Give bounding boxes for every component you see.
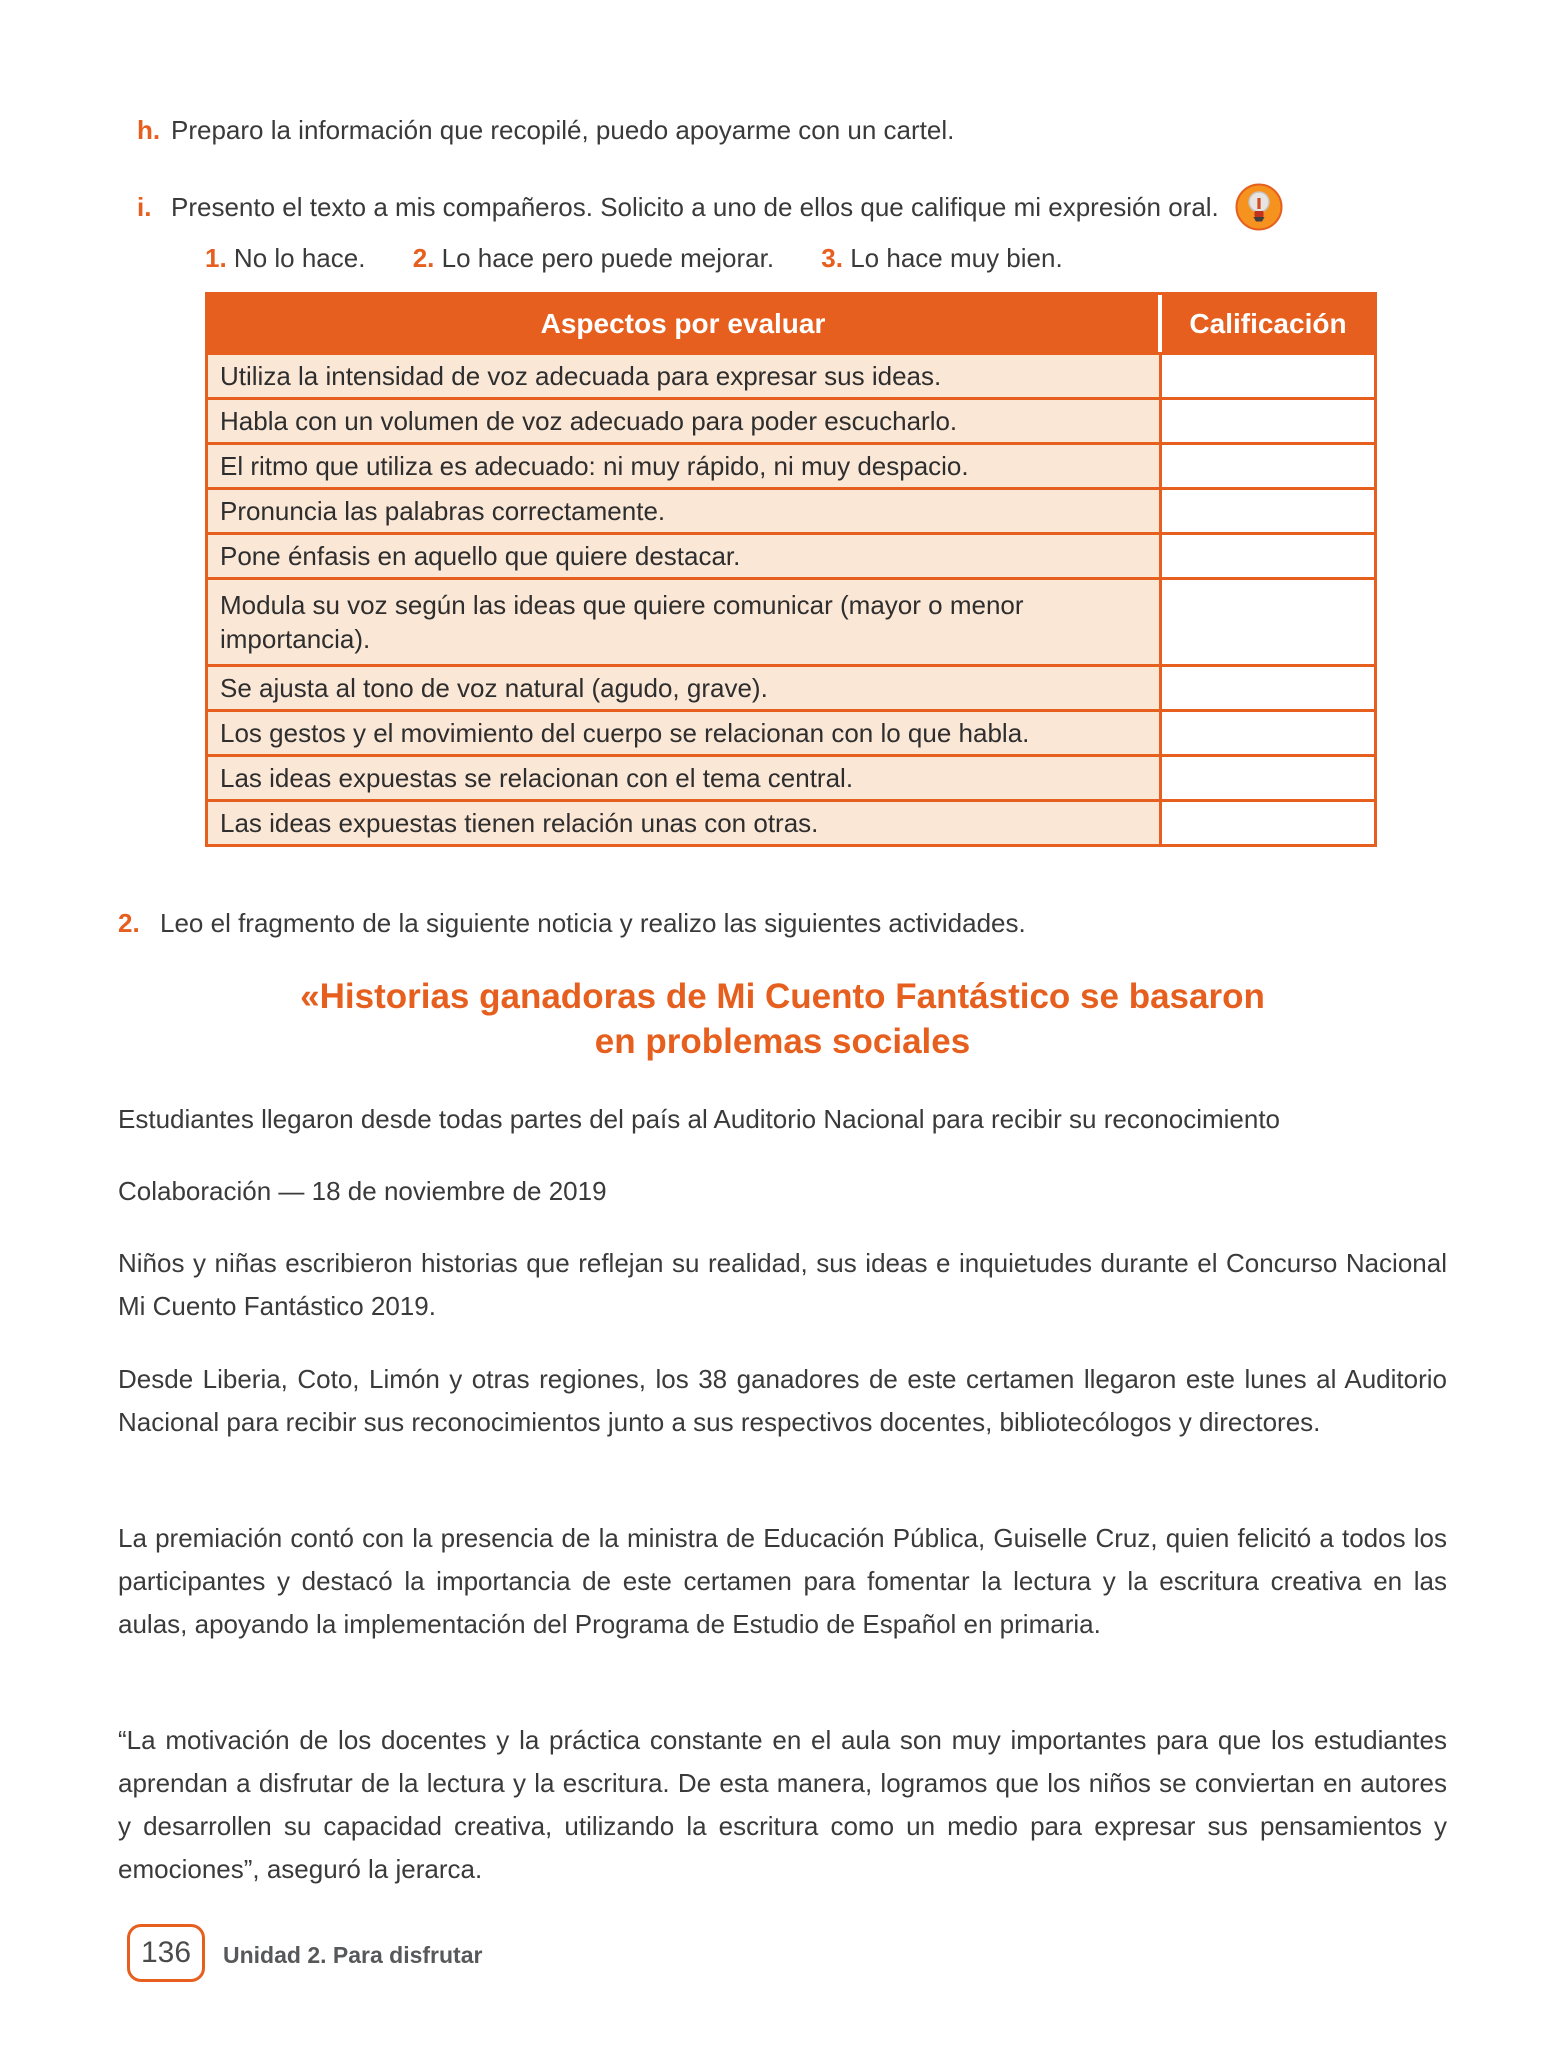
grade-cell[interactable] [1162,535,1374,577]
aspect-cell: El ritmo que utiliza es adecuado: ni muy rápido, ni muy despacio. [208,445,1162,487]
item-i [137,183,1487,240]
option-text: Lo hace pero puede mejorar. [441,243,775,273]
table-row [208,577,1374,664]
aspect-cell: Pronuncia las palabras correctamente. [208,490,1162,532]
grade-cell[interactable] [1162,757,1374,799]
grade-cell[interactable] [1162,712,1374,754]
option-text: No lo hace. [233,243,366,273]
table-row [208,352,1374,397]
aspect-cell: Modula su voz según las ideas que quiere comunicar (mayor o menor importancia). [208,580,1162,664]
option-number: 3. [821,243,843,273]
article-byline: Colaboración — 18 de noviembre de 2019 [118,1176,607,1206]
rating-options [205,243,1063,274]
item-2-text: Leo el fragmento de la siguiente noticia y realizo las siguientes actividades. [160,908,1026,938]
table-header-row [208,295,1374,352]
grade-cell[interactable] [1162,400,1374,442]
grade-column-header: Calificación [1189,307,1347,339]
item-i-text: Presento el texto a mis compañeros. Solicito a uno de ellos que califique mi expresión oral. [171,192,1219,222]
article-paragraph: “La motivación de los docentes y la práctica constante en el aula son muy importantes para que los estudiantes aprendan a disfrutar de la lectura y la escritura. De esta manera, logramos que los niños se conviertan en autores y desarrollen su capacidad creativa, utilizando la escritura como un medio para expresar sus pensamientos y emociones”, aseguró la jerarca. [118,1725,1447,1884]
grade-cell[interactable] [1162,667,1374,709]
aspect-cell: Se ajusta al tono de voz natural (agudo, grave). [208,667,1162,709]
article-paragraph: Niños y niñas escribieron historias que reflejan su realidad, sus ideas e inquietudes durante el Concurso Nacional Mi Cuento Fantástico 2019. [118,1248,1447,1321]
aspect-cell: Las ideas expuestas tienen relación unas con otras. [208,802,1162,844]
grade-cell[interactable] [1162,355,1374,397]
page-number: 136 [140,1936,192,1969]
rating-option [205,243,365,273]
article-paragraph: La premiación contó con la presencia de la ministra de Educación Pública, Guiselle Cruz, quien felicitó a todos los participantes y destacó la importancia de este certamen para fomentar la lectura y la escritura creativa en las aulas, apoyando la implementación del Programa de Estudio de Español en primaria. [118,1523,1447,1639]
option-number: 2. [412,243,435,273]
item-2 [118,905,1418,941]
evaluation-table [205,292,1377,847]
table-row [208,754,1374,799]
page-number-box [127,1924,205,1982]
aspect-cell: Utiliza la intensidad de voz adecuada para expresar sus ideas. [208,355,1162,397]
grade-cell[interactable] [1162,490,1374,532]
headline-line-2: en problemas sociales [594,1022,971,1061]
lightbulb-icon [1235,183,1283,240]
table-row [208,709,1374,754]
item-h [137,112,1387,148]
item-h-marker: h. [137,115,161,145]
table-row [208,799,1374,844]
article-paragraph: Desde Liberia, Coto, Limón y otras regiones, los 38 ganadores de este certamen llegaron este lunes al Auditorio Nacional para recibir sus reconocimientos junto a sus respectivos docentes, bibliotecólogos y directores. [118,1364,1447,1437]
table-row [208,397,1374,442]
grade-cell[interactable] [1162,445,1374,487]
unit-label: Unidad 2. Para disfrutar [223,1942,483,1968]
table-row [208,487,1374,532]
rating-option [413,243,774,273]
aspects-column-header: Aspectos por evaluar [208,295,1162,352]
headline-line-1: «Historias ganadoras de Mi Cuento Fantástico se basaron [300,977,1265,1016]
rating-option [821,243,1062,273]
item-2-marker: 2. [118,908,140,938]
table-row [208,442,1374,487]
aspect-cell: Habla con un volumen de voz adecuado para poder escucharlo. [208,400,1162,442]
article-headline [118,974,1447,1064]
article-lede: Estudiantes llegaron desde todas partes del país al Auditorio Nacional para recibir su reconocimiento [118,1104,1281,1134]
aspect-cell: Los gestos y el movimiento del cuerpo se relacionan con lo que habla. [208,712,1162,754]
grade-cell[interactable] [1162,580,1374,664]
table-row [208,532,1374,577]
option-number: 1. [205,243,227,273]
aspect-cell: Las ideas expuestas se relacionan con el tema central. [208,757,1162,799]
option-text: Lo hace muy bien. [850,243,1063,273]
item-i-marker: i. [137,192,152,222]
grade-cell[interactable] [1162,802,1374,844]
table-row [208,664,1374,709]
aspect-cell: Pone énfasis en aquello que quiere destacar. [208,535,1162,577]
item-h-text: Preparo la información que recopilé, puedo apoyarme con un cartel. [171,115,955,145]
